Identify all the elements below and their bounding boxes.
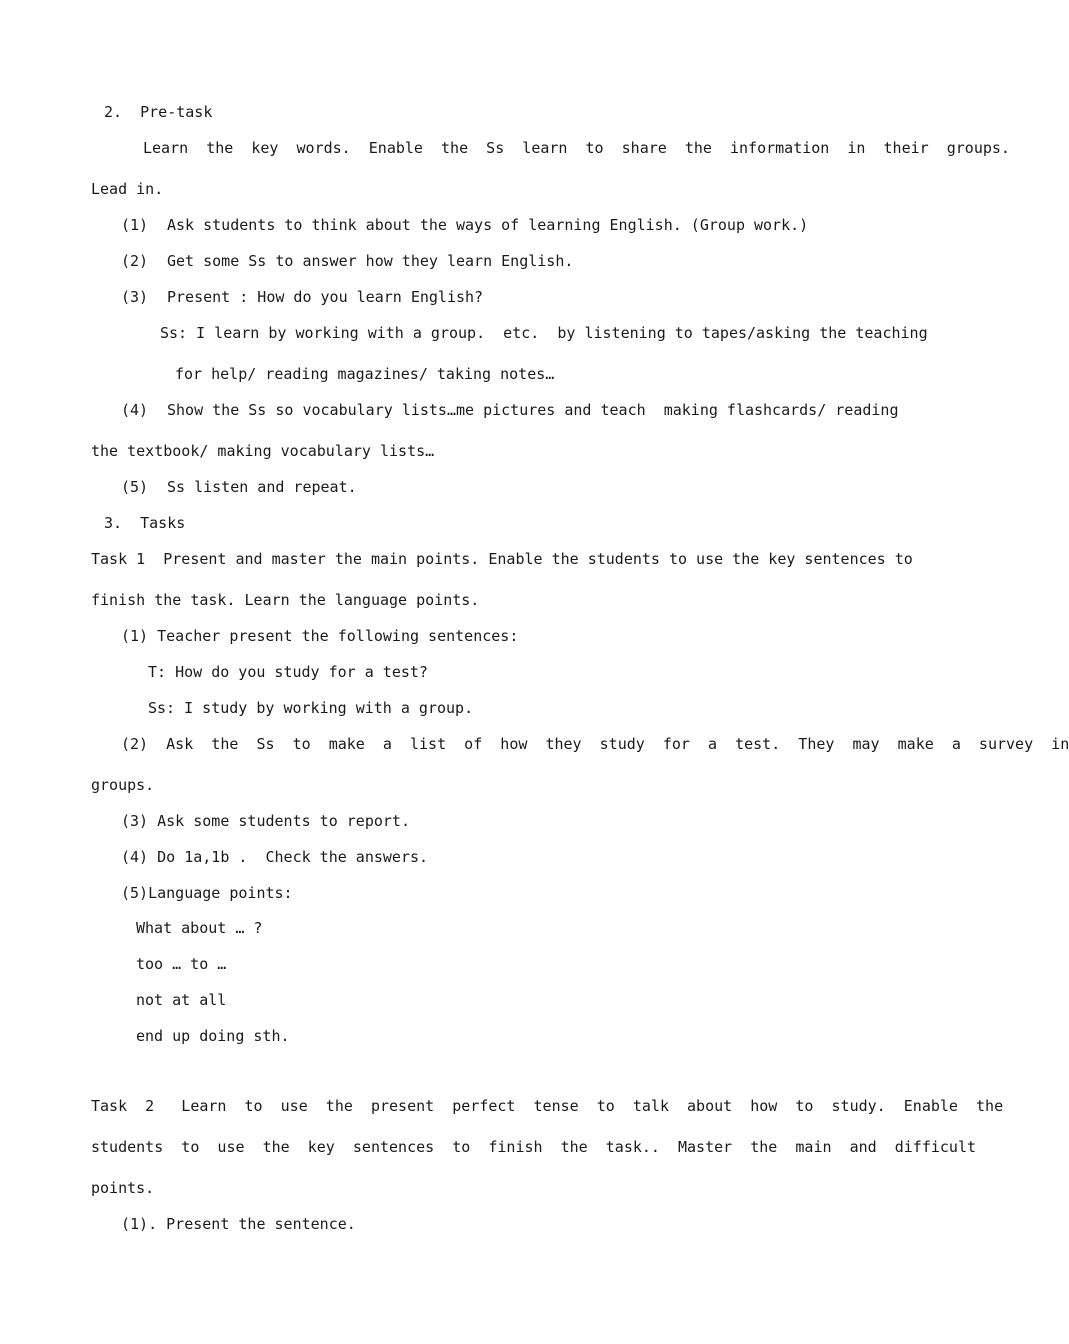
- pretask-intro-line1: Learn the key words. Enable the Ss learn to share the information in their groups.: [143, 139, 1010, 157]
- task2-line2: students to use the key sentences to finish the task.. Master the main and difficult: [91, 1138, 977, 1156]
- pretask-item-4: [121, 400, 899, 420]
- item-text: Present : How do you learn English?: [167, 288, 484, 306]
- task1-student-line: Ss: I study by working with a group.: [148, 699, 474, 717]
- pretask-item-4-cont: the textbook/ making vocabulary lists…: [91, 442, 435, 460]
- language-point: not at all: [136, 991, 227, 1009]
- task1-step5: (5)Language points:: [121, 884, 293, 902]
- language-point: end up doing sth.: [136, 1027, 290, 1045]
- pretask-item-1: [121, 215, 808, 235]
- tasks-heading: 3. Tasks: [104, 514, 186, 532]
- item-number: (5): [121, 478, 149, 496]
- item-text: Get some Ss to answer how they learn English.: [167, 252, 574, 270]
- item-number: (1): [121, 216, 149, 234]
- item-number: (3): [121, 288, 149, 306]
- task1-step2-line1: (2) Ask the Ss to make a list of how they study for a test. They may make a survey in: [121, 735, 1069, 753]
- task1-step1: (1) Teacher present the following sentences:: [121, 627, 519, 645]
- language-point: too … to …: [136, 955, 227, 973]
- item-number: (4): [121, 401, 149, 419]
- item-text: Ask students to think about the ways of learning English. (Group work.): [167, 216, 809, 234]
- pretask-item-2: [121, 251, 573, 271]
- task2-line3: points.: [91, 1179, 155, 1197]
- task1-step3: (3) Ask some students to report.: [121, 812, 410, 830]
- task1-step2-line2: groups.: [91, 776, 155, 794]
- task2-step1: (1). Present the sentence.: [121, 1215, 356, 1233]
- ss-answer-line2: for help/ reading magazines/ taking notes…: [175, 365, 555, 383]
- task1-teacher-line: T: How do you study for a test?: [148, 663, 428, 681]
- pretask-intro-line2: Lead in.: [91, 180, 164, 198]
- item-number: (2): [121, 252, 149, 270]
- ss-answer-line1: Ss: I learn by working with a group. etc. by listening to tapes/asking the teaching: [160, 324, 928, 342]
- task2-line1: Task 2 Learn to use the present perfect tense to talk about how to study. Enable the: [91, 1097, 1004, 1115]
- language-point: What about … ?: [136, 919, 263, 937]
- item-text: Show the Ss so vocabulary lists…me pictures and teach making flashcards/ reading: [167, 401, 899, 419]
- task1-step4: (4) Do 1a,1b . Check the answers.: [121, 848, 429, 866]
- item-text: Ss listen and repeat.: [167, 478, 357, 496]
- pretask-item-5: [121, 477, 357, 497]
- pretask-heading: 2. Pre-task: [104, 103, 213, 121]
- task1-line2: finish the task. Learn the language points.: [91, 591, 480, 609]
- task1-line1: Task 1 Present and master the main points. Enable the students to use the key sentences to: [91, 550, 913, 568]
- pretask-item-3: [121, 287, 483, 307]
